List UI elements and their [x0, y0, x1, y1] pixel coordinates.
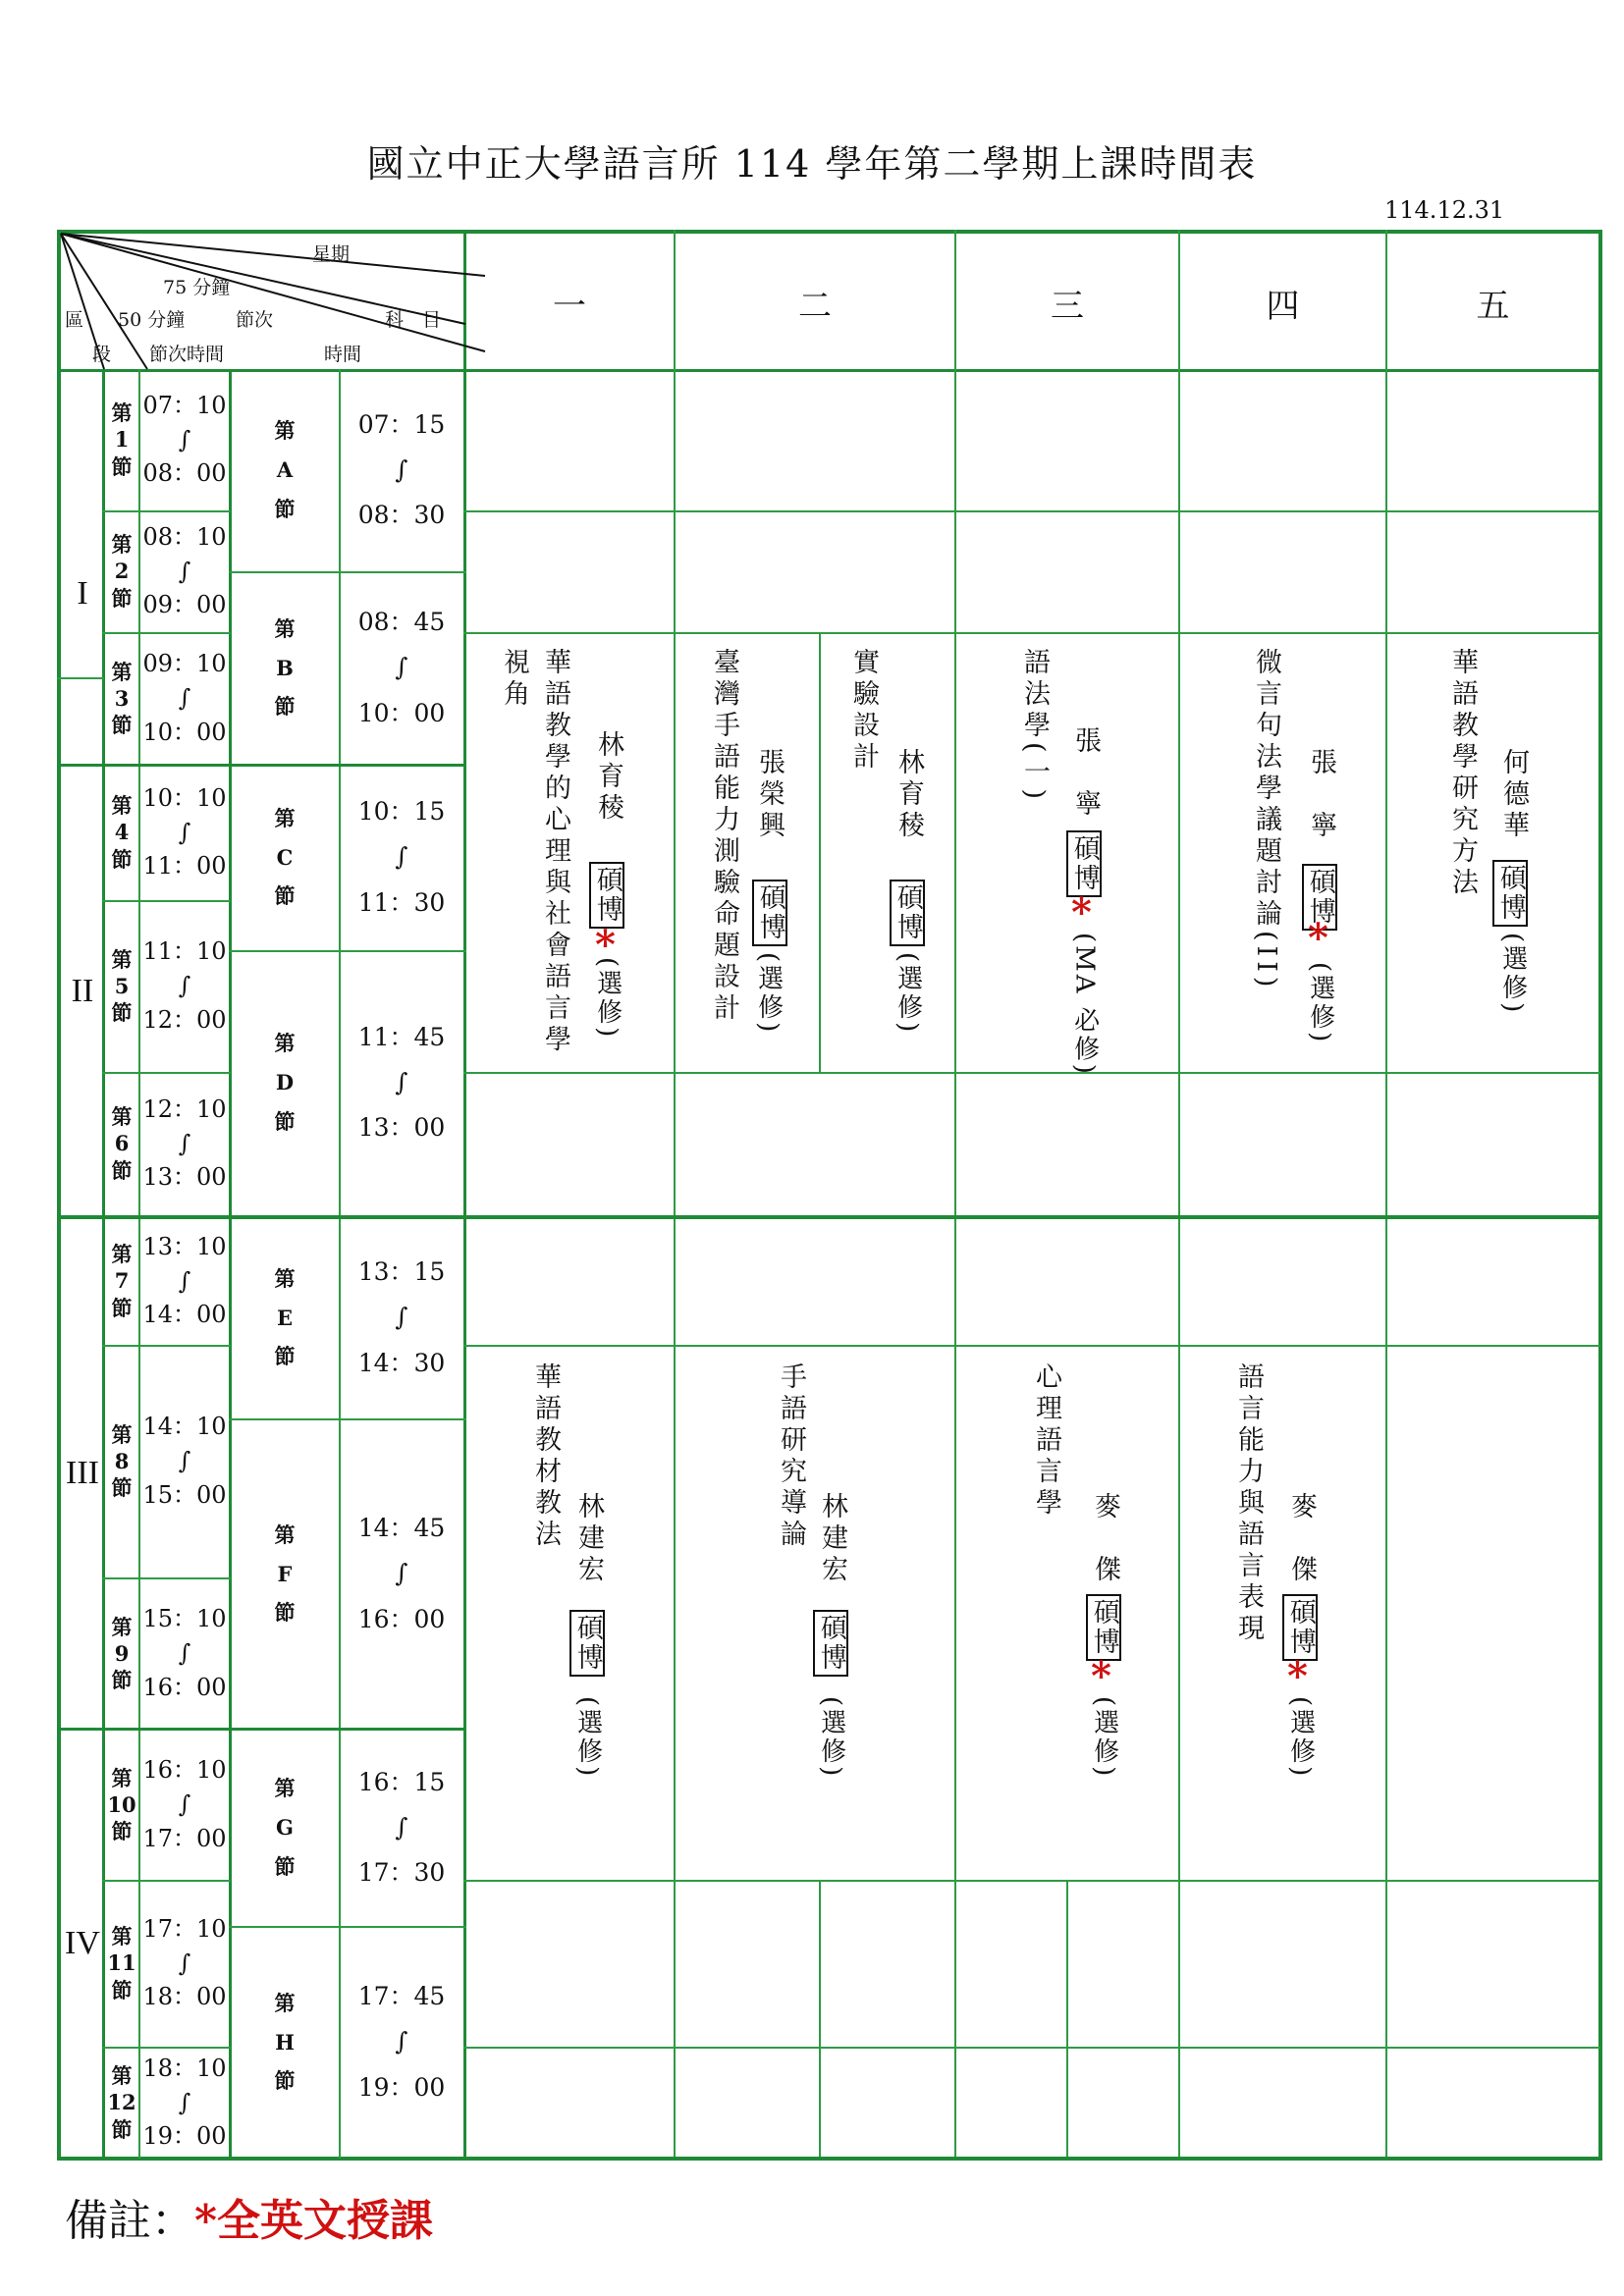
section-time: 14：45 ∫ 16：00 — [357, 1514, 446, 1633]
period-time: 09：10 ∫ 10：00 — [142, 650, 227, 746]
course-teacher: 麥 傑 — [1286, 1492, 1318, 1586]
section-label: 第 H 節 — [274, 1990, 296, 2094]
document-date: 114.12.31 — [1384, 196, 1505, 224]
english-taught-mark: * — [1308, 915, 1328, 961]
english-taught-mark: * — [595, 922, 616, 968]
course-type: (MA 必修) — [1069, 933, 1100, 1077]
course-type: (選修) — [572, 1696, 603, 1780]
level-badge: 碩博 — [1302, 864, 1337, 931]
course-title: 華語教材教法 — [530, 1362, 562, 1551]
zone-label: II — [71, 972, 94, 1009]
day-header-wed: 三 — [1051, 286, 1084, 326]
header-section-label: 節次 — [236, 309, 274, 331]
header-period-time-label: 節次時間 — [149, 344, 225, 365]
day-header-thu: 四 — [1266, 286, 1300, 326]
period-time: 18：10 ∫ 19：00 — [142, 2054, 227, 2151]
course-teacher: 張 寧 — [1070, 726, 1102, 821]
period-time: 07：10 ∫ 08：00 — [142, 391, 227, 488]
section-label: 第 C 節 — [274, 805, 296, 909]
level-badge: 碩博 — [1066, 830, 1102, 897]
section-time: 17：45 ∫ 19：00 — [357, 1982, 446, 2102]
footnote-label: 備註： — [65, 2196, 194, 2246]
section-label: 第 A 節 — [274, 418, 296, 521]
level-badge: 碩博 — [1492, 860, 1528, 927]
period-time: 11：10 ∫ 12：00 — [142, 937, 227, 1034]
course-teacher: 何德華 — [1498, 748, 1530, 842]
level-badge: 碩博 — [890, 880, 925, 946]
period-time: 12：10 ∫ 13：00 — [142, 1095, 227, 1192]
course-type: (選修) — [816, 1696, 846, 1780]
period-label: 第 3 節 — [111, 659, 133, 738]
period-label: 第 5 節 — [111, 946, 133, 1026]
section-time: 10：15 ∫ 11：30 — [357, 797, 446, 917]
level-badge: 碩博 — [1086, 1594, 1121, 1661]
section-label: 第 B 節 — [274, 615, 296, 720]
course-teacher: 張 寧 — [1306, 748, 1337, 842]
header-time-label: 時間 — [324, 344, 362, 365]
day-header-mon: 一 — [553, 286, 586, 326]
course-teacher: 林建宏 — [573, 1492, 605, 1586]
course-type: (選修) — [893, 952, 923, 1036]
period-label: 第 6 節 — [111, 1104, 133, 1183]
zone-label: I — [77, 575, 88, 612]
section-label: 第 E 節 — [274, 1265, 296, 1369]
period-label: 第 10 節 — [107, 1765, 136, 1844]
course-title: 華語教學研究方法 — [1447, 648, 1479, 899]
period-time: 14：10 ∫ 15：00 — [142, 1413, 227, 1509]
course-title: 實驗設計 — [848, 648, 880, 774]
section-time: 13：15 ∫ 14：30 — [357, 1257, 446, 1377]
course-title: 心理語言學 — [1031, 1362, 1062, 1520]
level-badge: 碩博 — [1282, 1594, 1318, 1661]
header-50min-label: 50 分鐘 — [118, 309, 186, 331]
course-type: (選修) — [753, 952, 784, 1036]
course-title: 語法學(一) — [1019, 648, 1051, 805]
period-label: 第 1 節 — [111, 400, 133, 479]
course-type: (選修) — [1497, 933, 1528, 1016]
course-type: (選修) — [1285, 1696, 1316, 1780]
level-badge: 碩博 — [569, 1610, 605, 1677]
course-title-tail: 視角 — [499, 648, 530, 711]
section-label: 第 F 節 — [274, 1522, 296, 1626]
english-taught-mark: * — [1287, 1653, 1308, 1699]
course-teacher: 麥 傑 — [1090, 1492, 1121, 1586]
level-badge: 碩博 — [589, 862, 624, 929]
course-teacher: 林育稜 — [593, 730, 624, 825]
section-label: 第 D 節 — [274, 1031, 296, 1134]
course-teacher: 林育稜 — [893, 748, 925, 842]
period-label: 第 11 節 — [107, 1924, 136, 2002]
course-type: (選修) — [592, 957, 623, 1041]
header-zone-segment-label: 段 — [92, 344, 112, 365]
header-zone-label: 區 — [65, 309, 84, 331]
section-time: 16：15 ∫ 17：30 — [357, 1767, 446, 1888]
period-time: 10：10 ∫ 11：00 — [142, 783, 227, 881]
period-label: 第 7 節 — [111, 1242, 133, 1320]
period-label: 第 2 節 — [111, 532, 133, 611]
zone-label: IV — [65, 1925, 100, 1961]
course-teacher: 張榮興 — [754, 748, 785, 842]
period-time: 17：10 ∫ 18：00 — [142, 1914, 227, 2011]
english-taught-mark: * — [1071, 889, 1092, 935]
period-time: 13：10 ∫ 14：00 — [142, 1232, 227, 1329]
course-title: 華語教學的心理與社會語言學 — [540, 648, 571, 1056]
section-time: 11：45 ∫ 13：00 — [357, 1022, 446, 1143]
course-title: 微言句法學議題討論(II) — [1251, 648, 1282, 992]
day-header-tue: 二 — [798, 286, 832, 326]
period-time: 08：10 ∫ 09：00 — [142, 522, 227, 619]
footnote-text: *全英文授課 — [194, 2196, 434, 2246]
course-teacher: 林建宏 — [817, 1492, 848, 1586]
day-header-fri: 五 — [1476, 286, 1510, 326]
header-weekday-label: 星期 — [312, 243, 351, 265]
section-time: 08：45 ∫ 10：00 — [357, 608, 446, 727]
period-label: 第 9 節 — [111, 1614, 133, 1693]
period-label: 第 12 節 — [107, 2063, 136, 2142]
english-taught-mark: * — [1091, 1653, 1111, 1699]
period-time: 16：10 ∫ 17：00 — [142, 1756, 227, 1852]
section-time: 07：15 ∫ 08：30 — [357, 409, 446, 530]
course-title: 臺灣手語能力測驗命題設計 — [709, 648, 740, 1025]
period-time: 15：10 ∫ 16：00 — [142, 1605, 227, 1701]
period-label: 第 4 節 — [111, 793, 133, 872]
period-label: 第 8 節 — [111, 1421, 133, 1501]
header-subject-label: 科 目 — [385, 309, 442, 331]
level-badge: 碩博 — [813, 1610, 848, 1677]
course-title: 語言能力與語言表現 — [1233, 1362, 1265, 1645]
page-title: 國立中正大學語言所 114 學年第二學期上課時間表 — [366, 142, 1258, 186]
header-75min-label: 75 分鐘 — [163, 277, 231, 298]
footnote — [65, 2185, 433, 2248]
course-title: 手語研究導論 — [776, 1362, 807, 1551]
level-badge: 碩博 — [752, 880, 787, 946]
course-type: (選修) — [1089, 1696, 1119, 1780]
course-type: (選修) — [1305, 962, 1335, 1045]
section-label: 第 G 節 — [274, 1776, 296, 1879]
zone-label: III — [66, 1455, 99, 1491]
